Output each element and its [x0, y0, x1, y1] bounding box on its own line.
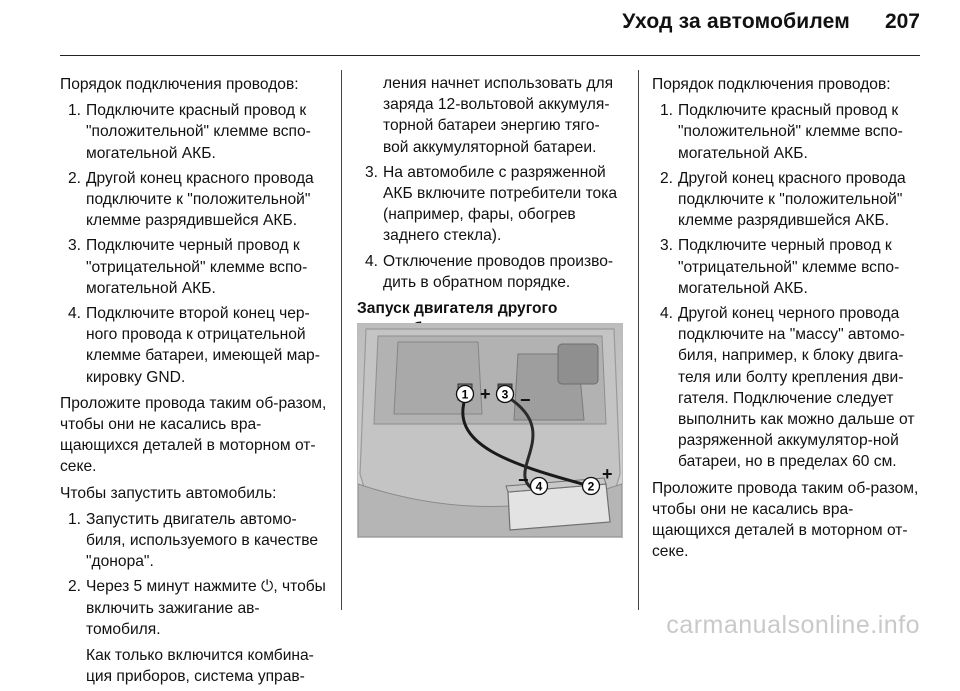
list-item: 2. Другой конец красного провода подключите к "положительной" клемме разрядившейся АКБ.: [68, 169, 314, 230]
column-divider-1: [341, 70, 342, 610]
callout-3-label: 3: [501, 387, 509, 402]
callout-2-label: 2: [587, 479, 595, 494]
list-item: 1. Подключите красный провод к "положительной" клемме вспо-могательной АКБ.: [660, 102, 903, 162]
list-item: 3. Подключите черный провод к "отрицательной" клемме вспо-могательной АКБ.: [660, 237, 900, 297]
wiring-intro: Порядок подключения проводов:: [652, 76, 891, 93]
list-item: 3. На автомобиле с разряженной АКБ включите потребители тока (например, фары, обогрев заднего стекла).: [365, 163, 618, 245]
wiring-steps: [652, 100, 920, 472]
plus-sign-battery: +: [602, 464, 613, 484]
callout-4-label: 4: [535, 479, 543, 494]
list-item: 4. Другой конец черного провода подключите на "массу" автомо-биля, например, к блоку двига-теля или болту крепления дви-гателя. Подключение следует выполнить как можно дальше от разряженной аккумулятор-ной батареи, но в пределах 60 см.: [660, 305, 915, 471]
container: [558, 344, 598, 384]
continued-text: ления начнет использовать для заряда 12-вольтовой аккумуля-торной батареи энергию тяго-вой аккумуляторной батареи.: [383, 75, 614, 156]
list-item: 1. Запустить двигатель автомо-биля, используемого в качестве "донора".: [68, 510, 318, 571]
list-item: 1. Подключите красный провод к "положительной" клемме вспо-могательной АКБ.: [68, 102, 311, 162]
section-heading: Запуск двигателя другого: [357, 300, 558, 318]
page-number: 207: [884, 10, 920, 33]
header-divider: [60, 55, 920, 56]
jump-start-illustration: [357, 323, 623, 538]
routing-paragraph: Проложите провода таким об-разом, чтобы они не касались вра-щающихся деталей в моторном от-секе.: [652, 479, 919, 561]
continued-text: Как только включится комбина-ция приборов, система управ-: [86, 647, 314, 686]
start-intro: Чтобы запустить автомобиль:: [60, 484, 277, 502]
column-1: [60, 74, 328, 691]
list-item: 2. Другой конец красного провода подключите к "положительной" клемме разрядившейся АКБ.: [660, 169, 906, 230]
minus-sign-battery: −: [518, 470, 529, 490]
plus-sign-top: +: [480, 384, 491, 404]
trunk-battery-drawing: [358, 324, 622, 537]
column-3: [652, 74, 920, 567]
list-item: 4. Отключение проводов произво-дить в обратном порядке.: [365, 252, 614, 291]
column-divider-2: [638, 70, 639, 610]
callout-1-label: 1: [461, 387, 469, 402]
wiring-intro: Порядок подключения проводов:: [60, 76, 299, 93]
routing-paragraph: Проложите провода таким об-разом, чтобы они не касались вра-щающихся деталей в моторном от-секе.: [60, 394, 327, 476]
page-title: Уход за автомобилем: [622, 10, 850, 33]
storage-compartment: [394, 342, 482, 414]
list-item: 3. Подключите черный провод к "отрицательной" клемме вспо-могательной АКБ.: [68, 237, 308, 297]
list-item: 2. Через 5 минут нажмите ⏻, чтобы включить зажигание ав-томобиля.: [68, 578, 326, 638]
wiring-steps-continued: [357, 162, 625, 293]
start-steps: [60, 509, 328, 640]
column-2: [357, 73, 625, 353]
watermark: carmanualsonline.info: [666, 611, 920, 639]
minus-sign-top: −: [520, 390, 531, 410]
list-item: 4. Подключите второй конец чер-ного провода к отрицательной клемме батареи, имеющей мар-кировку GND.: [68, 305, 320, 386]
wiring-steps: [60, 100, 328, 388]
